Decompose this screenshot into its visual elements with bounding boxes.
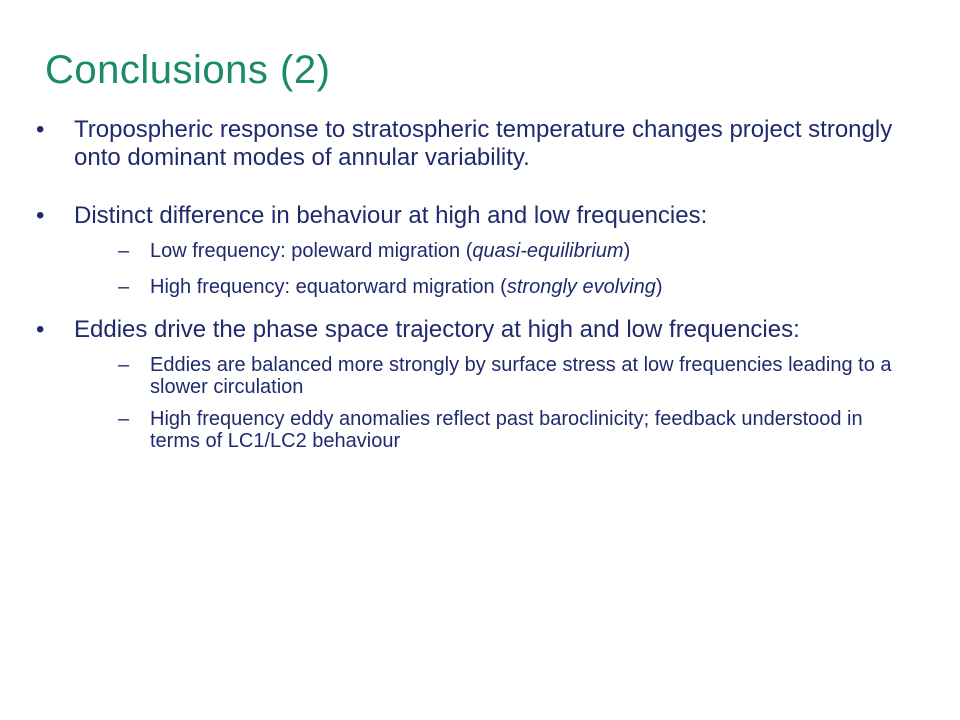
sub-bullet-dash: – (118, 240, 130, 262)
sub-bullet-item (74, 354, 916, 398)
slide-body (36, 116, 916, 462)
sub-bullet-text-prefix: High frequency: equatorward migration ( (150, 276, 507, 298)
sub-bullet-item (74, 276, 916, 298)
sub-bullet-list (74, 240, 916, 298)
bullet-dot: • (36, 116, 45, 143)
sub-bullet-text-italic: strongly evolving (506, 276, 656, 298)
bullet-item (36, 116, 916, 172)
sub-bullet-list (74, 354, 916, 452)
sub-bullet-text-italic: quasi-equilibrium (472, 240, 624, 262)
bullet-dot: • (36, 316, 45, 343)
bullet-item (36, 316, 916, 452)
sub-bullet-text-prefix: Low frequency: poleward migration ( (150, 240, 473, 262)
sub-bullet-text-suffix: ) (655, 276, 663, 298)
sub-bullet-text: High frequency eddy anomalies reflect past baroclinicity; feedback understood in terms of LC1/LC2 behaviour (150, 408, 863, 452)
bullet-text: Eddies drive the phase space trajectory at high and low frequencies: (74, 316, 800, 343)
sub-bullet-item (74, 240, 916, 262)
sub-bullet-text-suffix: ) (623, 240, 631, 262)
sub-bullet-dash: – (118, 408, 130, 430)
bullet-text: Distinct difference in behaviour at high and low frequencies: (74, 202, 708, 229)
bullet-dot: • (36, 202, 45, 229)
sub-bullet-dash: – (118, 354, 130, 376)
bullet-item (36, 202, 916, 298)
bullet-text: Tropospheric response to stratospheric temperature changes project strongly onto dominant modes of annular variability. (74, 116, 893, 171)
sub-bullet-text: Eddies are balanced more strongly by surface stress at low frequencies leading to a slower circulation (150, 354, 892, 398)
sub-bullet-item (74, 408, 916, 452)
slide-title: Conclusions (2) (45, 48, 331, 92)
sub-bullet-dash: – (118, 276, 130, 298)
